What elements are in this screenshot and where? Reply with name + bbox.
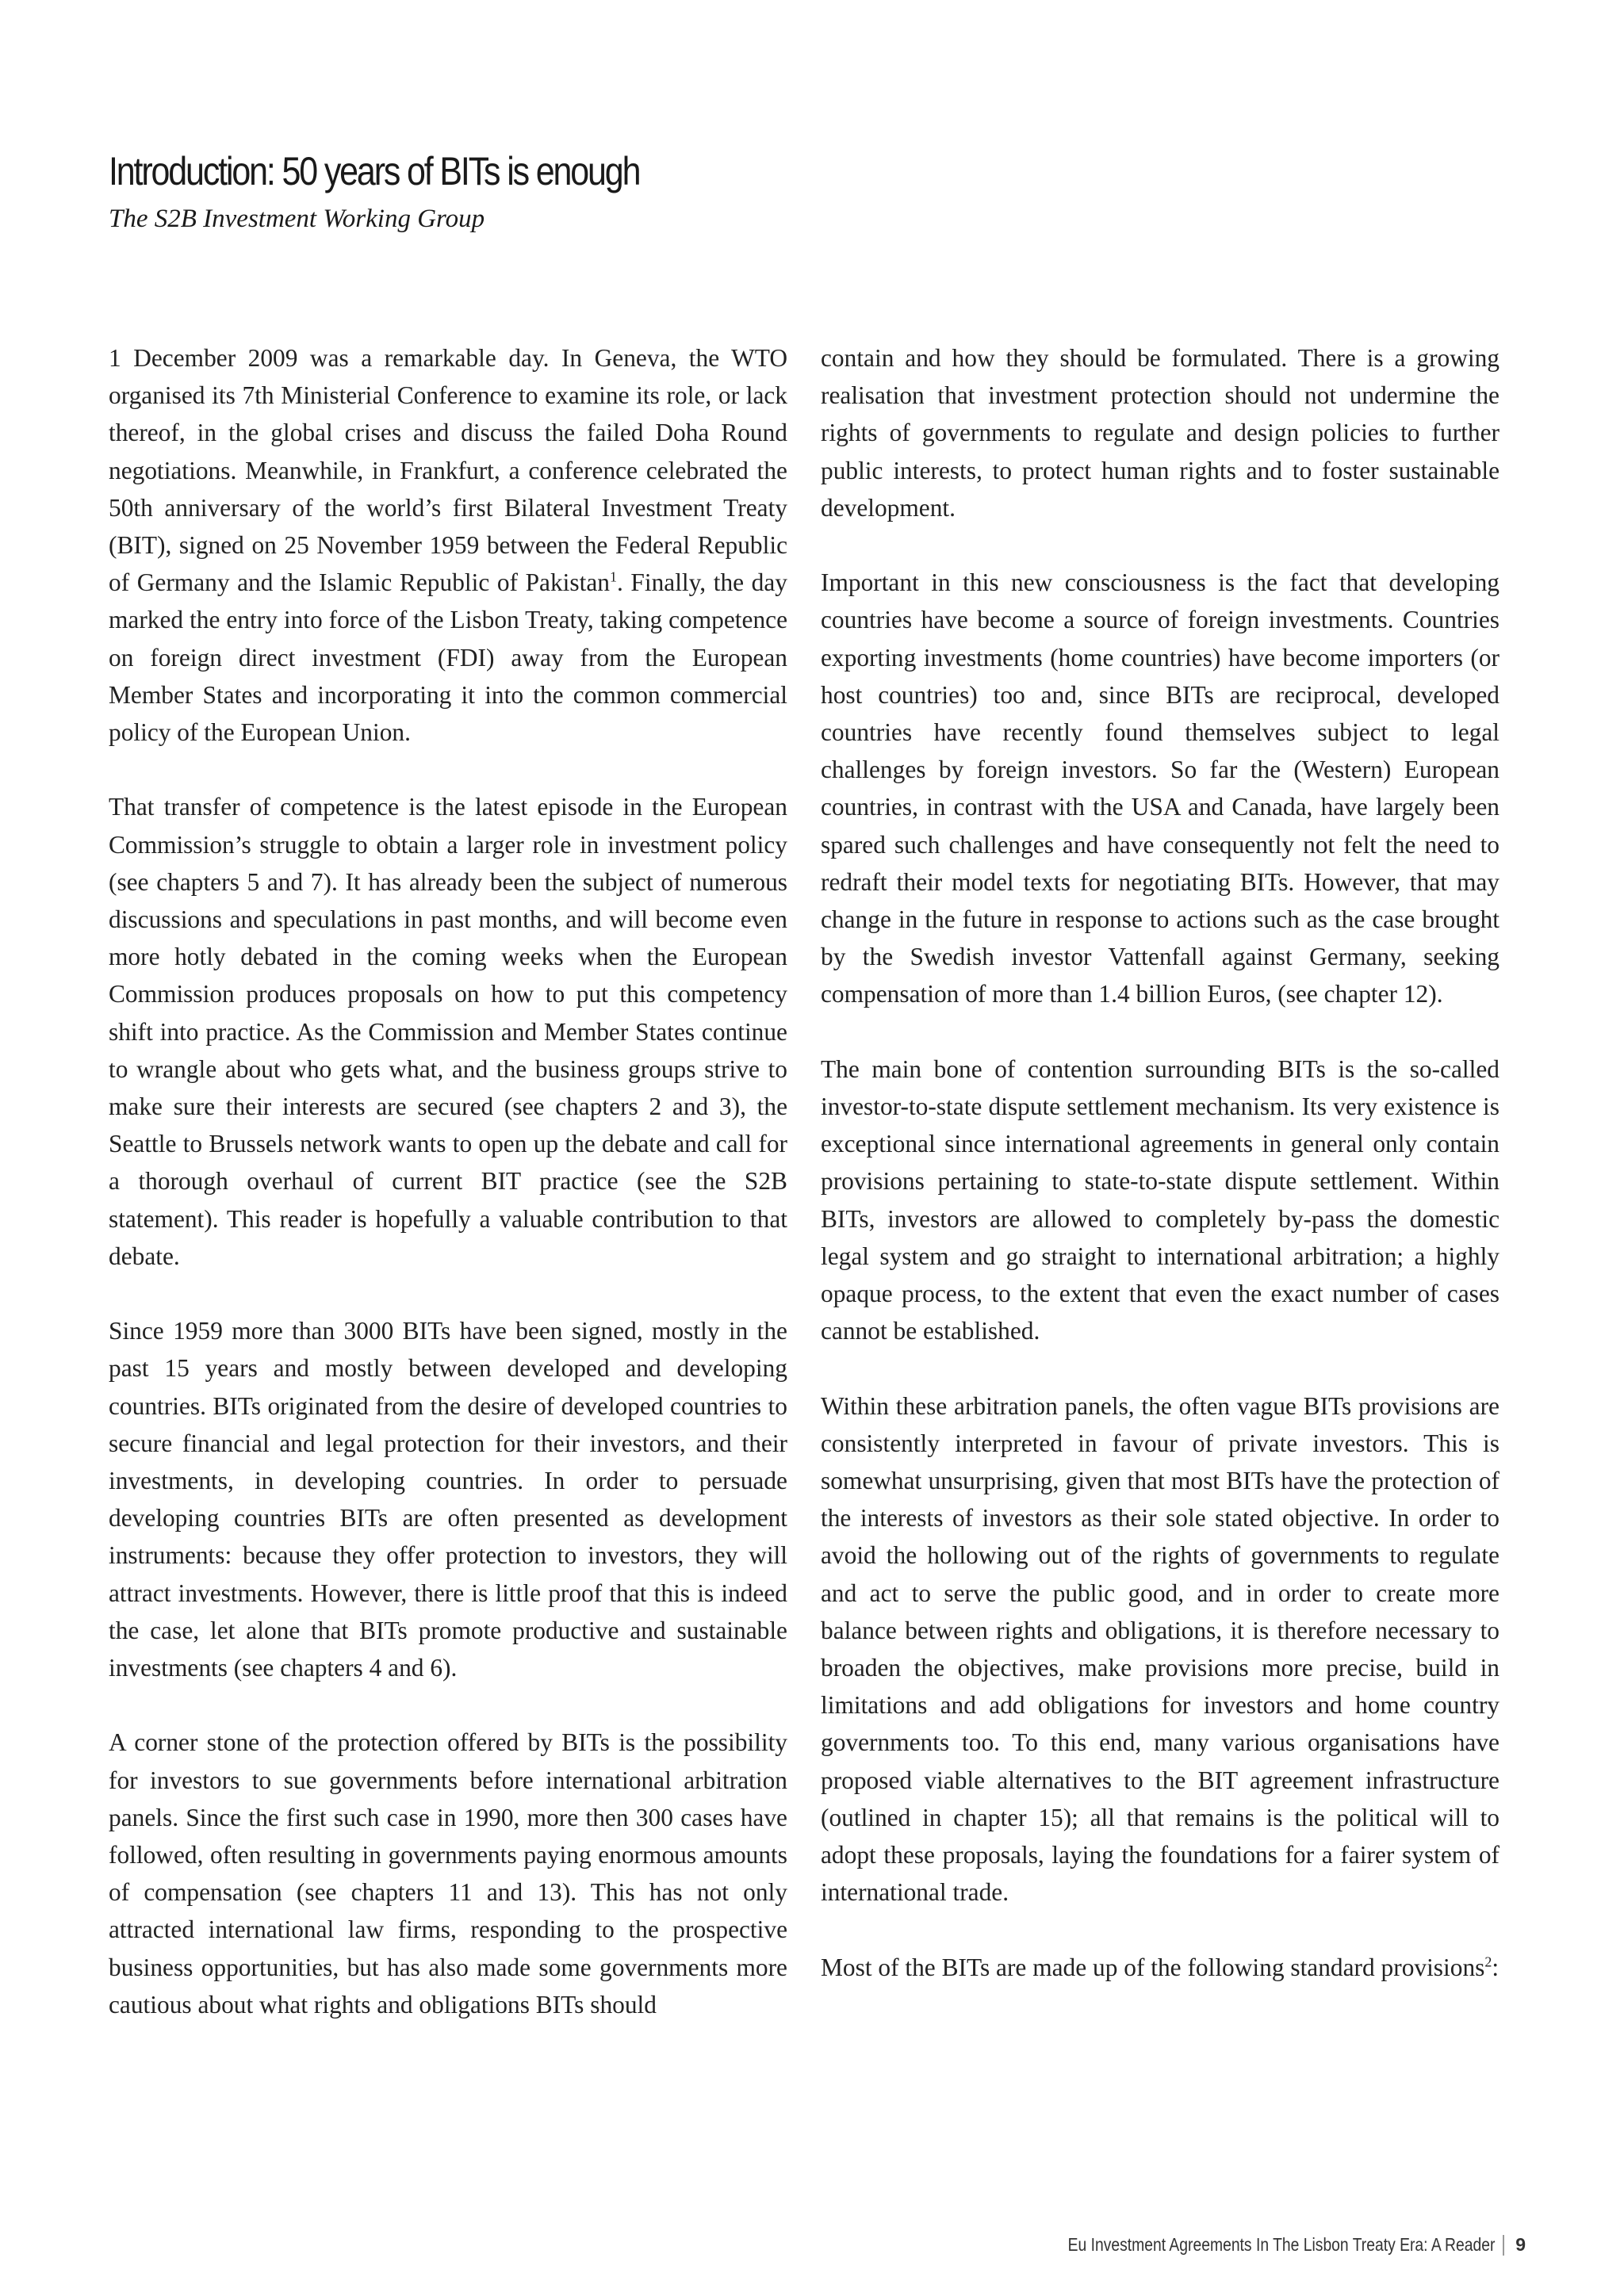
paragraph-text: . Finally, the day marked the entry into force of the Lisbon Treaty, taking competence on foreign direct investment (FDI) away from the European Member States and incorporating it into the common commercial policy of the European Union.	[109, 568, 787, 747]
footnote-ref[interactable]: 2	[1484, 1954, 1492, 1970]
page-number: 9	[1515, 2234, 1526, 2255]
paragraph: Within these arbitration panels, the often vague BITs provisions are consistently interpreted in favour of private investors. This is somewhat unsurprising, given that most BITs have the protection of the interests of investors as their sole stated objective. In order to avoid the hollowing out of the rights of governments to regulate and act to serve the public good, and in order to create more balance between rights and obligations, it is therefore necessary to broaden the objectives, make provisions more precise, build in limitations and add obligations for investors and home country governments too. To this end, many various organisations have proposed viable alternatives to the BIT agreement infrastructure (outlined in chapter 15); all that remains is the political will to adopt these proposals, laying the foundations for a fairer system of international trade.	[821, 1391, 1500, 1907]
paragraph	[109, 339, 787, 751]
paragraph: That transfer of competence is the latest episode in the European Commission’s struggle to obtain a larger role in investment policy (see chapters 5 and 7). It has already been the subject of numerous discussions and speculations in past months, and will become even more hotly debated in the coming weeks when the European Commission produces proposals on how to put this competency shift into practice. As the Commission and Member States continue to wrangle about who gets what, and the business groups strive to make sure their interests are secured (see chapters 2 and 3), the Seattle to Brussels network wants to open up the debate and call for a thorough overhaul of current BIT practice (see the S2B statement). This reader is hopefully a valuable contribution to that debate.	[109, 793, 787, 1270]
page-footer	[986, 2234, 1526, 2256]
paragraph: Since 1959 more than 3000 BITs have been signed, mostly in the past 15 years and mostly between developed and developing countries. BITs originated from the desire of developed countries to secure financial and legal protection for their investors, and their investments, in developing countries. In order to persuade developing countries BITs are often presented as development instruments: because they offer protection to investors, they will attract investments. However, there is little proof that this is indeed the case, let alone that BITs promote productive and sustainable investments (see chapters 4 and 6).	[109, 1317, 787, 1682]
paragraph-text: 1 December 2009 was a remarkable day. In Geneva, the WTO organised its 7th Ministerial Conference to examine its role, or lack thereof, in the global crises and discuss the failed Doha Round negotiations. Meanwhile, in Frankfurt, a conference celebrated the 50th anniversary of the world’s first Bilateral Investment Treaty (BIT), signed on 25 November 1959 between the Federal Republic of Germany and the Islamic Republic of Pakistan	[109, 344, 787, 597]
paragraph: A corner stone of the protection offered by BITs is the possibility for investors to sue governments before international arbitration panels. Since the first such case in 1990, more then 300 cases have followed, often resulting in governments paying enormous amounts of compensation (see chapters 11 and 13). This has not only attracted international law firms, responding to the prospective business opportunities, but has also made some governments more cautious about what rights and obligations BITs should	[109, 1728, 787, 2019]
paragraph-text: Most of the BITs are made up of the following standard provisions	[821, 1953, 1485, 1981]
left-column	[109, 339, 787, 2023]
page-subtitle: The S2B Investment Working Group	[109, 205, 485, 233]
paragraph: contain and how they should be formulated. There is a growing realisation that investment protection should not undermine the rights of governments to regulate and design policies to further public interests, to protect human rights and to foster sustainable development.	[821, 344, 1500, 522]
paragraph: Important in this new consciousness is the fact that developing countries have become a source of foreign investments. Countries exporting investments (home countries) have become importers (or host countries) too and, since BITs are reciprocal, developed countries have recently found themselves subject to legal challenges by foreign investors. So far the (Western) European countries, in contrast with the USA and Canada, have largely been spared such challenges and have consequently not felt the need to redraft their model texts for negotiating BITs. However, that may change in the future in response to actions such as the case brought by the Swedish investor Vattenfall against Germany, seeking compensation of more than 1.4 billion Euros, (see chapter 12).	[821, 568, 1500, 1008]
footnote-ref[interactable]: 1	[609, 568, 617, 585]
paragraph-text: :	[1492, 1953, 1500, 1981]
page-title: Introduction: 50 years of BITs is enough	[109, 149, 640, 193]
publication-title: Eu Investment Agreements In The Lisbon Treaty Era: A Reader	[1067, 2234, 1496, 2255]
paragraph	[821, 1949, 1500, 1986]
right-column	[821, 339, 1500, 1986]
paragraph: The main bone of contention surrounding BITs is the so-called investor-to-state dispute settlement mechanism. Its very existence is exceptional since international agreements in general only contain provisions pertaining to state-to-state dispute settlement. Within BITs, investors are allowed to completely by-pass the domestic legal system and go straight to international arbitration; a highly opaque process, to the extent that even the exact number of cases cannot be established.	[821, 1054, 1500, 1345]
footer-divider	[1503, 2235, 1504, 2256]
